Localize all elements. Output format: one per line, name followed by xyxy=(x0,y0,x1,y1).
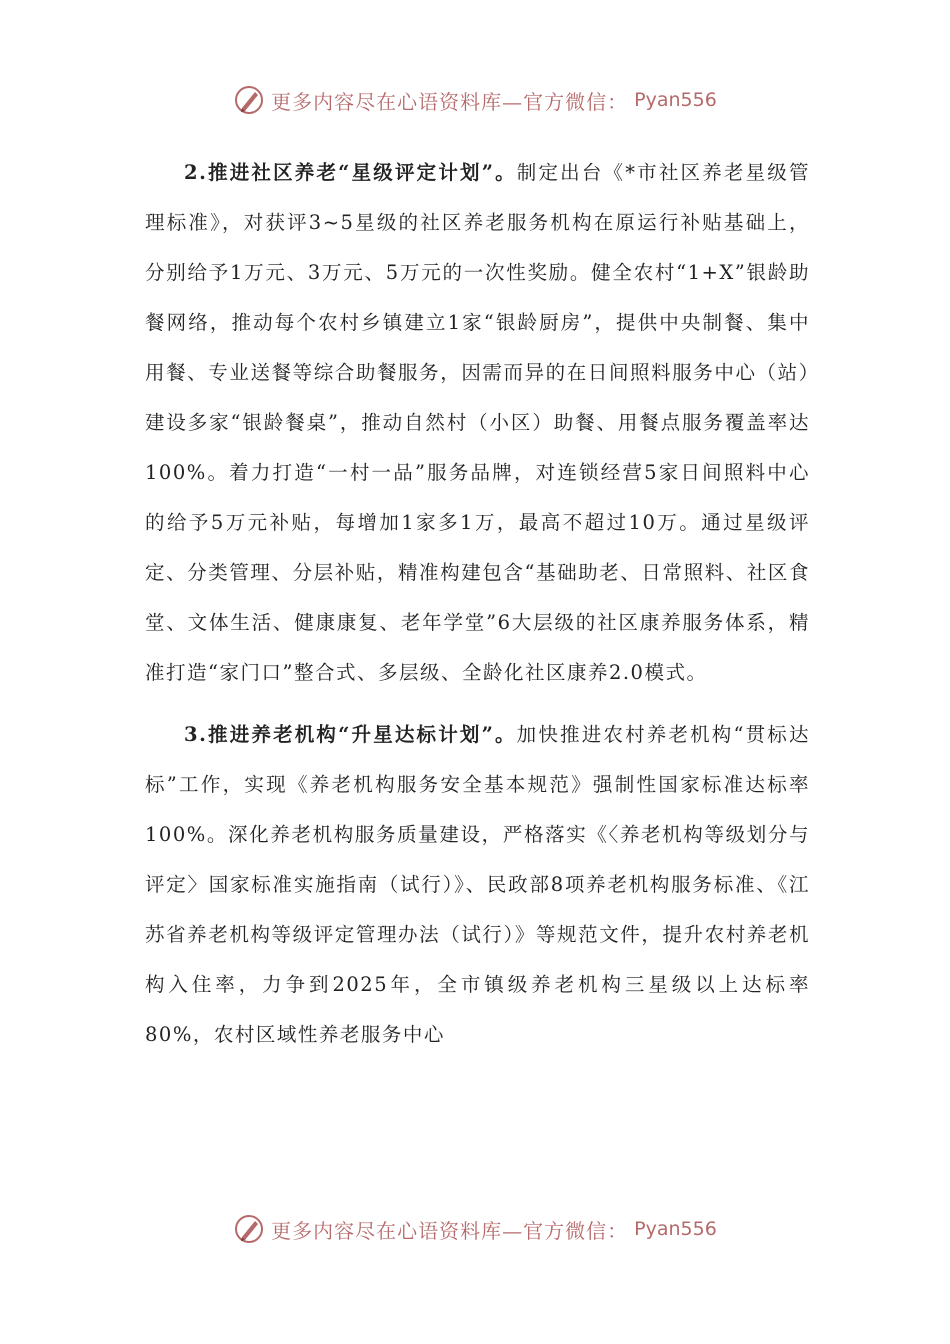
pen-logo-icon xyxy=(233,84,265,116)
watermark-id: Pyan556 xyxy=(634,89,717,111)
pen-logo-icon xyxy=(233,1213,265,1245)
paragraph-text: 加快推进农村养老机构“贯标达标”工作，实现《养老机构服务安全基本规范》强制性国家标准达标率100%。深化养老机构服务质量建设，严格落实《〈养老机构等级划分与评定〉国家标准实施指南（试行）》、民政部8项养老机构服务标准、《江苏省养老机构等级评定管理办法（试行）》等规范文件，提升农村养老机构入住率，力争到2025年，全市镇级养老机构三星级以上达标率80%，农村区域性养老服务中心 xyxy=(145,723,810,1046)
paragraph-text: 制定出台《*市社区养老星级管理标准》，对获评3~5星级的社区养老服务机构在原运行补贴基础上，分别给予1万元、3万元、5万元的一次性奖励。健全农村“1+X”银龄助餐网络，推动每个农村乡镇建立1家“银龄厨房”，提供中央制餐、集中用餐、专业送餐等综合助餐服务，因需而异的在日间照料服务中心（站）建设多家“银龄餐桌”，推动自然村（小区）助餐、用餐点服务覆盖率达100%。着力打造“一村一品”服务品牌，对连锁经营5家日间照料中心的给予5万元补贴，每增加1家多1万，最高不超过10万。通过星级评定、分类管理、分层补贴，精准构建包含“基础助老、日常照料、社区食堂、文体生活、健康康复、老年学堂”6大层级的社区康养服务体系，精准打造“家门口”整合式、多层级、全龄化社区康养2.0模式。 xyxy=(145,161,810,684)
paragraph-institution-upgrade xyxy=(145,710,810,1060)
watermark-footer xyxy=(0,1213,950,1245)
watermark-id: Pyan556 xyxy=(634,1218,717,1240)
document-body xyxy=(145,148,810,1072)
watermark-text: 更多内容尽在心语资料库—官方微信： xyxy=(271,1218,629,1243)
watermark-text: 更多内容尽在心语资料库—官方微信： xyxy=(271,89,629,114)
section-heading: 2.推进社区养老“星级评定计划”。 xyxy=(184,161,517,184)
watermark-header xyxy=(0,84,950,116)
section-heading: 3.推进养老机构“升星达标计划”。 xyxy=(184,723,517,746)
paragraph-community-star-rating xyxy=(145,148,810,698)
